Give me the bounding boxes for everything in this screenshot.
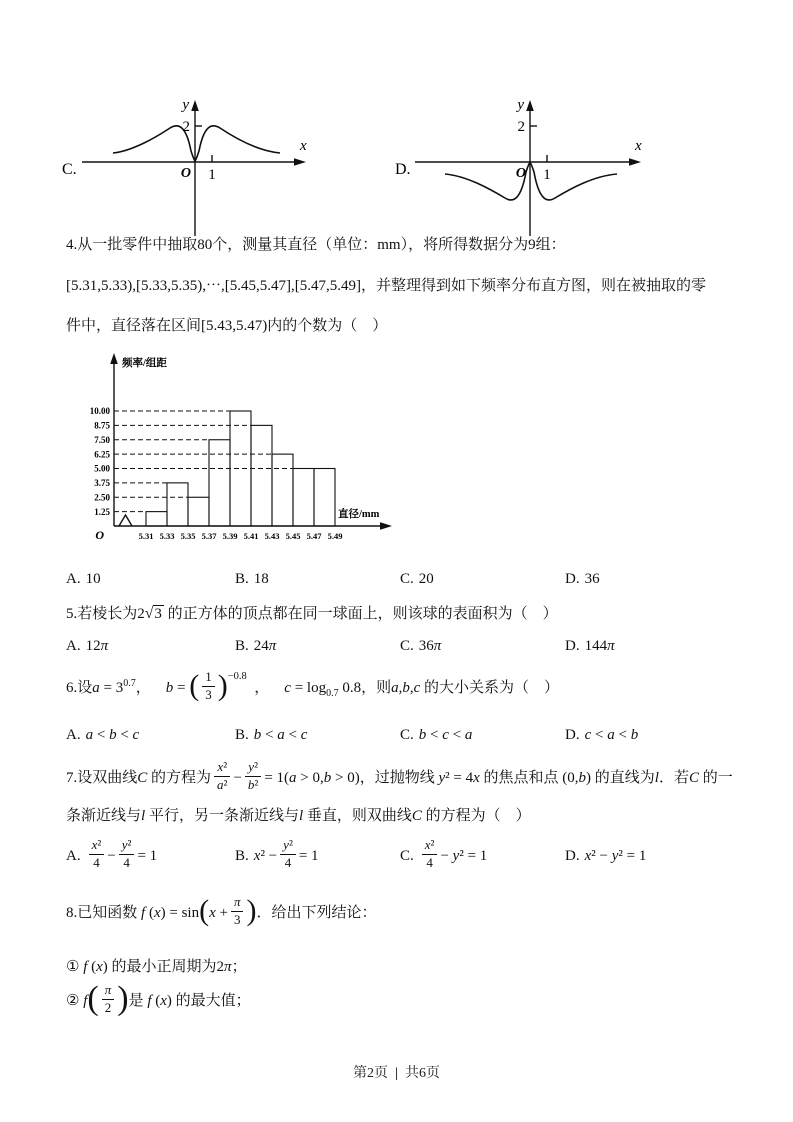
q5-stem: 5.若棱长为2√3 的正方体的顶点都在同一球面上，则该球的表面积为（ ）: [66, 605, 558, 622]
option-value: b < c < a: [418, 727, 473, 743]
option-value: b < a < c: [253, 727, 308, 743]
x-tick-label: 5.49: [327, 531, 343, 541]
option-key: D.: [565, 638, 580, 654]
q4-stem-line3: 件中，直径落在区间[5.43,5.47)内的个数为（ ）: [66, 318, 388, 334]
option-value: a < b < c: [85, 727, 140, 743]
histogram-xlabel: 直径/mm: [338, 509, 380, 520]
option-value: $\frac{\text{x²}}{4}$ − $\frac{\text{y²}}{4}$ = 1: [86, 848, 158, 864]
page-footer: [0, 1062, 793, 1082]
histogram-bar: [230, 411, 251, 526]
curve-d: [445, 163, 617, 200]
histogram-bar: [272, 454, 293, 526]
option-q5-d: [565, 638, 776, 655]
footer-total-pages: 共6页: [405, 1066, 441, 1081]
x-tick-label: 5.43: [264, 531, 280, 541]
figure-d-xlabel: x: [635, 138, 642, 154]
figure-d-label: D.: [395, 161, 411, 178]
histogram-ylabel: 频率/组距: [122, 358, 167, 369]
q4-stem-line1: 4.从一批零件中抽取80个，测量其直径（单位：mm），将所得数据分为9组：: [66, 237, 566, 253]
option-q7-d: [565, 848, 776, 865]
x-tick-label: 5.41: [243, 531, 259, 541]
figure-d-ytick: 2: [517, 119, 525, 135]
histogram-bar: [146, 512, 167, 526]
x-tick-label: 5.33: [159, 531, 175, 541]
option-value: 24π: [253, 638, 277, 654]
x-tick-label: 5.31: [138, 531, 154, 541]
option-value: c < a < b: [584, 727, 639, 743]
figure-d-origin: O: [515, 166, 526, 181]
q8-item-2: ② f( $\frac{\pi}{2}$ )是 f (x) 的最大值；: [66, 980, 251, 1018]
histogram-svg: [86, 348, 408, 560]
figure-c-ytick: 2: [182, 119, 190, 135]
option-key: B.: [235, 847, 249, 864]
y-tick-label: 7.50: [94, 434, 110, 445]
histogram-bar: [314, 469, 335, 527]
y-tick-label: 1.25: [94, 506, 110, 517]
q7-stem-line1: 7.设双曲线C 的方程为 $\frac{\text{x²}}{\text{a²}}$ − $\frac{\text{y²}}{\text{b²}}$ = 1(a > 0,b > 0)，过抛物线 y² = 4x 的焦点和点 (0,b) 的直线为l．若C 的一: [66, 759, 733, 792]
figure-c-label: C.: [62, 161, 77, 178]
option-value: x² − y² = 1: [584, 847, 647, 864]
q7-options: [66, 837, 776, 873]
x-arrow-icon: [380, 522, 392, 530]
histogram-axes: [114, 362, 384, 526]
q8-item-1: ① f (x) 的最小正周期为2π；: [66, 959, 247, 975]
x-arrow-icon: [294, 158, 306, 166]
option-value: 144π: [584, 638, 615, 654]
x-tick-label: 5.47: [306, 531, 322, 541]
x-tick-label: 5.37: [201, 531, 217, 541]
x-arrow-icon: [629, 158, 641, 166]
option-key: C.: [400, 727, 414, 743]
histogram-bar: [167, 483, 188, 526]
q8-stem: 8.已知函数 f (x) = sin(x + $\frac{\pi}{3}$ )．给出下列结论：: [66, 894, 377, 928]
figure-c-ylabel: y: [182, 97, 189, 113]
option-value: x² − $\frac{\text{y²}}{4}$ = 1: [253, 837, 319, 870]
option-key: A.: [66, 571, 81, 587]
y-tick-label: 3.75: [94, 478, 110, 489]
histogram-bar: [209, 440, 230, 526]
q4-options: [66, 571, 776, 588]
figure-c-origin: O: [180, 166, 191, 181]
figure-c-xlabel: x: [300, 138, 307, 154]
option-key: D.: [565, 847, 580, 864]
option-value: 20: [418, 571, 434, 587]
option-q6-d: [565, 727, 776, 744]
option-q5-a: [66, 638, 235, 655]
histogram-bar: [251, 425, 272, 526]
q5-options: [66, 638, 776, 655]
option-key: B.: [235, 638, 249, 654]
y-arrow-icon: [110, 353, 118, 364]
option-key: C.: [400, 571, 414, 587]
histogram-bar: [188, 497, 209, 526]
x-tick-label: 5.45: [285, 531, 301, 541]
y-tick-label: 2.50: [94, 492, 110, 503]
option-key: B.: [235, 571, 249, 587]
option-value: 36π: [418, 638, 442, 654]
option-q4-b: [235, 571, 400, 588]
footer-separator: |: [394, 1066, 399, 1081]
option-q6-c: [400, 727, 565, 744]
option-value: 10: [85, 571, 101, 587]
option-q4-a: [66, 571, 235, 588]
option-value: 18: [253, 571, 269, 587]
option-q5-b: [235, 638, 400, 655]
figure-option-c: [60, 96, 312, 240]
curve-c: [113, 126, 280, 161]
histogram-bar: [293, 469, 314, 527]
figure-c-xtick: 1: [208, 167, 216, 183]
option-q4-d: [565, 571, 776, 588]
histogram-bars: [90, 406, 343, 541]
q6-stem: 6.设$a = 3^{0.7}$， b = ( $\frac{1}{3}$ )$^{-0.8}$ ， $c = \log_{0.7} 0.8$，则a,b,c 的大小关系为（ ）: [66, 669, 560, 703]
option-key: B.: [235, 727, 249, 743]
option-key: C.: [400, 638, 414, 654]
x-tick-label: 5.39: [222, 531, 238, 541]
q6-options: [66, 727, 776, 744]
option-value: $\frac{\text{x²}}{4}$ − y² = 1: [419, 848, 488, 864]
option-key: A.: [66, 727, 81, 743]
option-value: 12π: [85, 638, 109, 654]
y-tick-label: 6.25: [94, 449, 110, 460]
figure-d-xtick: 1: [543, 167, 551, 183]
y-arrow-icon: [526, 100, 534, 111]
option-key: A.: [66, 638, 81, 654]
axis-break-icon: [119, 515, 132, 526]
option-key: A.: [66, 847, 81, 864]
option-q7-c: [400, 837, 565, 873]
y-arrow-icon: [191, 100, 199, 111]
option-q5-c: [400, 638, 565, 655]
figure-option-d: [393, 96, 655, 240]
option-key: D.: [565, 571, 580, 587]
x-tick-label: 5.35: [180, 531, 196, 541]
option-key: D.: [565, 727, 580, 743]
footer-page-number: 第2页: [352, 1066, 388, 1081]
y-tick-label: 10.00: [89, 406, 110, 417]
q4-stem-line2: [5.31,5.33),[5.33,5.35),⋯,[5.45,5.47],[5.47,5.49]，并整理得到如下频率分布直方图，则在被抽取的零: [66, 278, 706, 294]
option-q4-c: [400, 571, 565, 588]
figure-d-ylabel: y: [517, 97, 524, 113]
histogram-origin: O: [95, 528, 104, 542]
y-tick-label: 5.00: [94, 463, 110, 474]
option-key: C.: [400, 847, 414, 864]
option-q7-a: [66, 837, 235, 873]
option-q6-b: [235, 727, 400, 744]
option-value: 36: [584, 571, 600, 587]
q7-stem-line2: 条渐近线与l 平行，另一条渐近线与l 垂直，则双曲线C 的方程为（ ）: [66, 808, 531, 824]
option-q6-a: [66, 727, 235, 744]
y-tick-label: 8.75: [94, 420, 110, 431]
option-q7-b: [235, 837, 400, 873]
